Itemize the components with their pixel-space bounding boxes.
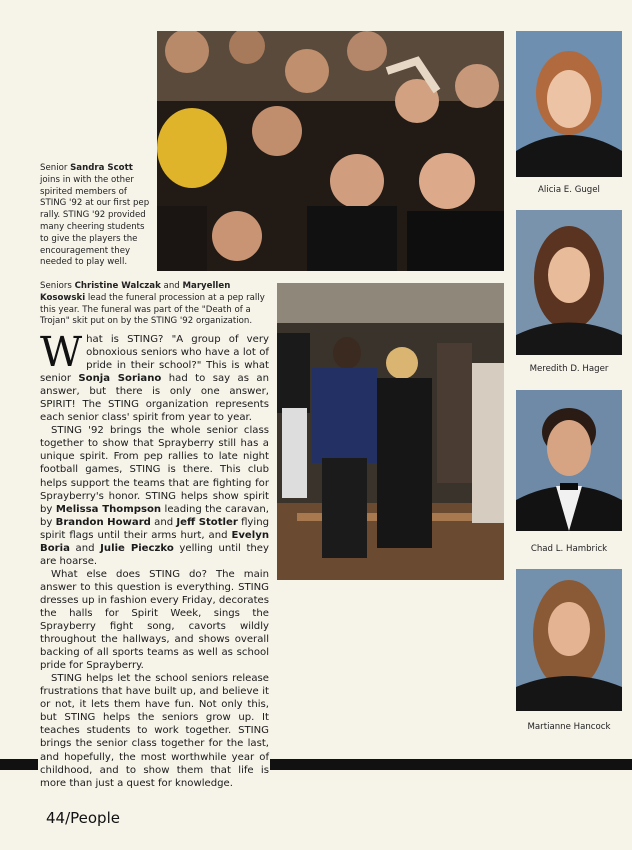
caption-name: Christine Walczak	[74, 281, 161, 291]
article-text: yelling until they are hoarse.	[40, 542, 269, 567]
caption-intro: Senior	[40, 163, 71, 173]
page-bar-left	[0, 759, 38, 770]
article-name: Sonja Soriano	[78, 373, 162, 385]
article-name: Brandon Howard	[55, 516, 151, 528]
article-text: leading the caravan, by	[40, 503, 270, 528]
page-bar-right	[270, 759, 632, 770]
article-text: hat is STING? "A group of very obnoxious seniors who have a lot of pride in their school?" This is what senior	[40, 334, 269, 385]
article-body	[40, 328, 270, 790]
pep-rally-photo	[157, 31, 504, 271]
portrait-photo	[516, 210, 622, 355]
article-name: Jeff Stotler	[176, 516, 238, 528]
article-paragraph: What else does STING do? The main answer to this question is everything. STING dresses up in fashion every Friday, decorates the halls for Spirit Week, sings the Sprayberry fight song, cavorts wildly throughout the hallways, and shows overall backing of all sports teams as well as school pride for Sprayberry.	[40, 568, 269, 672]
article-name: Julie Pieczko	[100, 542, 174, 554]
article-text: and	[69, 542, 101, 554]
article-name: Melissa Thompson	[55, 503, 162, 515]
portrait-photo	[516, 390, 622, 531]
portrait-name: Alicia E. Gugel	[538, 185, 600, 195]
portrait-photo	[516, 569, 622, 711]
caption-intro: Seniors	[40, 281, 75, 291]
caption-name: Maryellen Kosowski	[40, 281, 231, 303]
article-paragraph: STING helps let the school seniors release frustrations that have built up, and believe it or not, it lets them have fun. Not only this, but STING helps the seniors grow up. It teaches students to work together. STING brings the senior class together for the last, and hopefully, the most worthwhile year of childhood, and to show them that life is more than just a quest for knowledge.	[40, 673, 269, 789]
caption-text: and	[160, 281, 183, 291]
pep-rally-caption	[40, 163, 152, 269]
caption-name: Sandra Scott	[70, 163, 133, 173]
article-text: had to say as an answer, but there is only one answer, SPIRIT! The STING organization represents each senior class' spirit from year to year.	[40, 373, 269, 424]
article-text: STING '92 brings the whole senior class together to show that Sprayberry still has a unique spirit. From pep rallies to late night football games, STING is there. This club helps support the teams that are fighting for Sprayberry's honor. STING helps show spirit by	[40, 425, 269, 515]
page-folio: 44/People	[46, 809, 120, 827]
portrait-photo	[516, 31, 622, 177]
article-paragraph	[40, 328, 269, 424]
portrait-name: Meredith D. Hager	[529, 364, 609, 374]
portrait-name: Martianne Hancock	[527, 722, 611, 732]
caption-text: joins in with the other spirited members of STING '92 at our first pep rally. STING '92 provided many cheering students to give the players the encouragement they needed to play well.	[40, 174, 150, 268]
article-paragraph	[40, 424, 269, 568]
article-text: flying spirit flags until their arms hurt, and	[40, 516, 270, 541]
drop-cap: W	[40, 328, 83, 376]
article-name: Evelyn Boria	[40, 529, 269, 554]
article-text: and	[150, 516, 177, 528]
portrait-name: Chad L. Hambrick	[530, 544, 608, 554]
funeral-procession-photo	[277, 283, 504, 580]
funeral-caption	[40, 281, 272, 328]
caption-text: lead the funeral procession at a pep rally this year. The funeral was part of the "Death of a Trojan" skit put on by the STING '92 organization.	[40, 292, 265, 327]
